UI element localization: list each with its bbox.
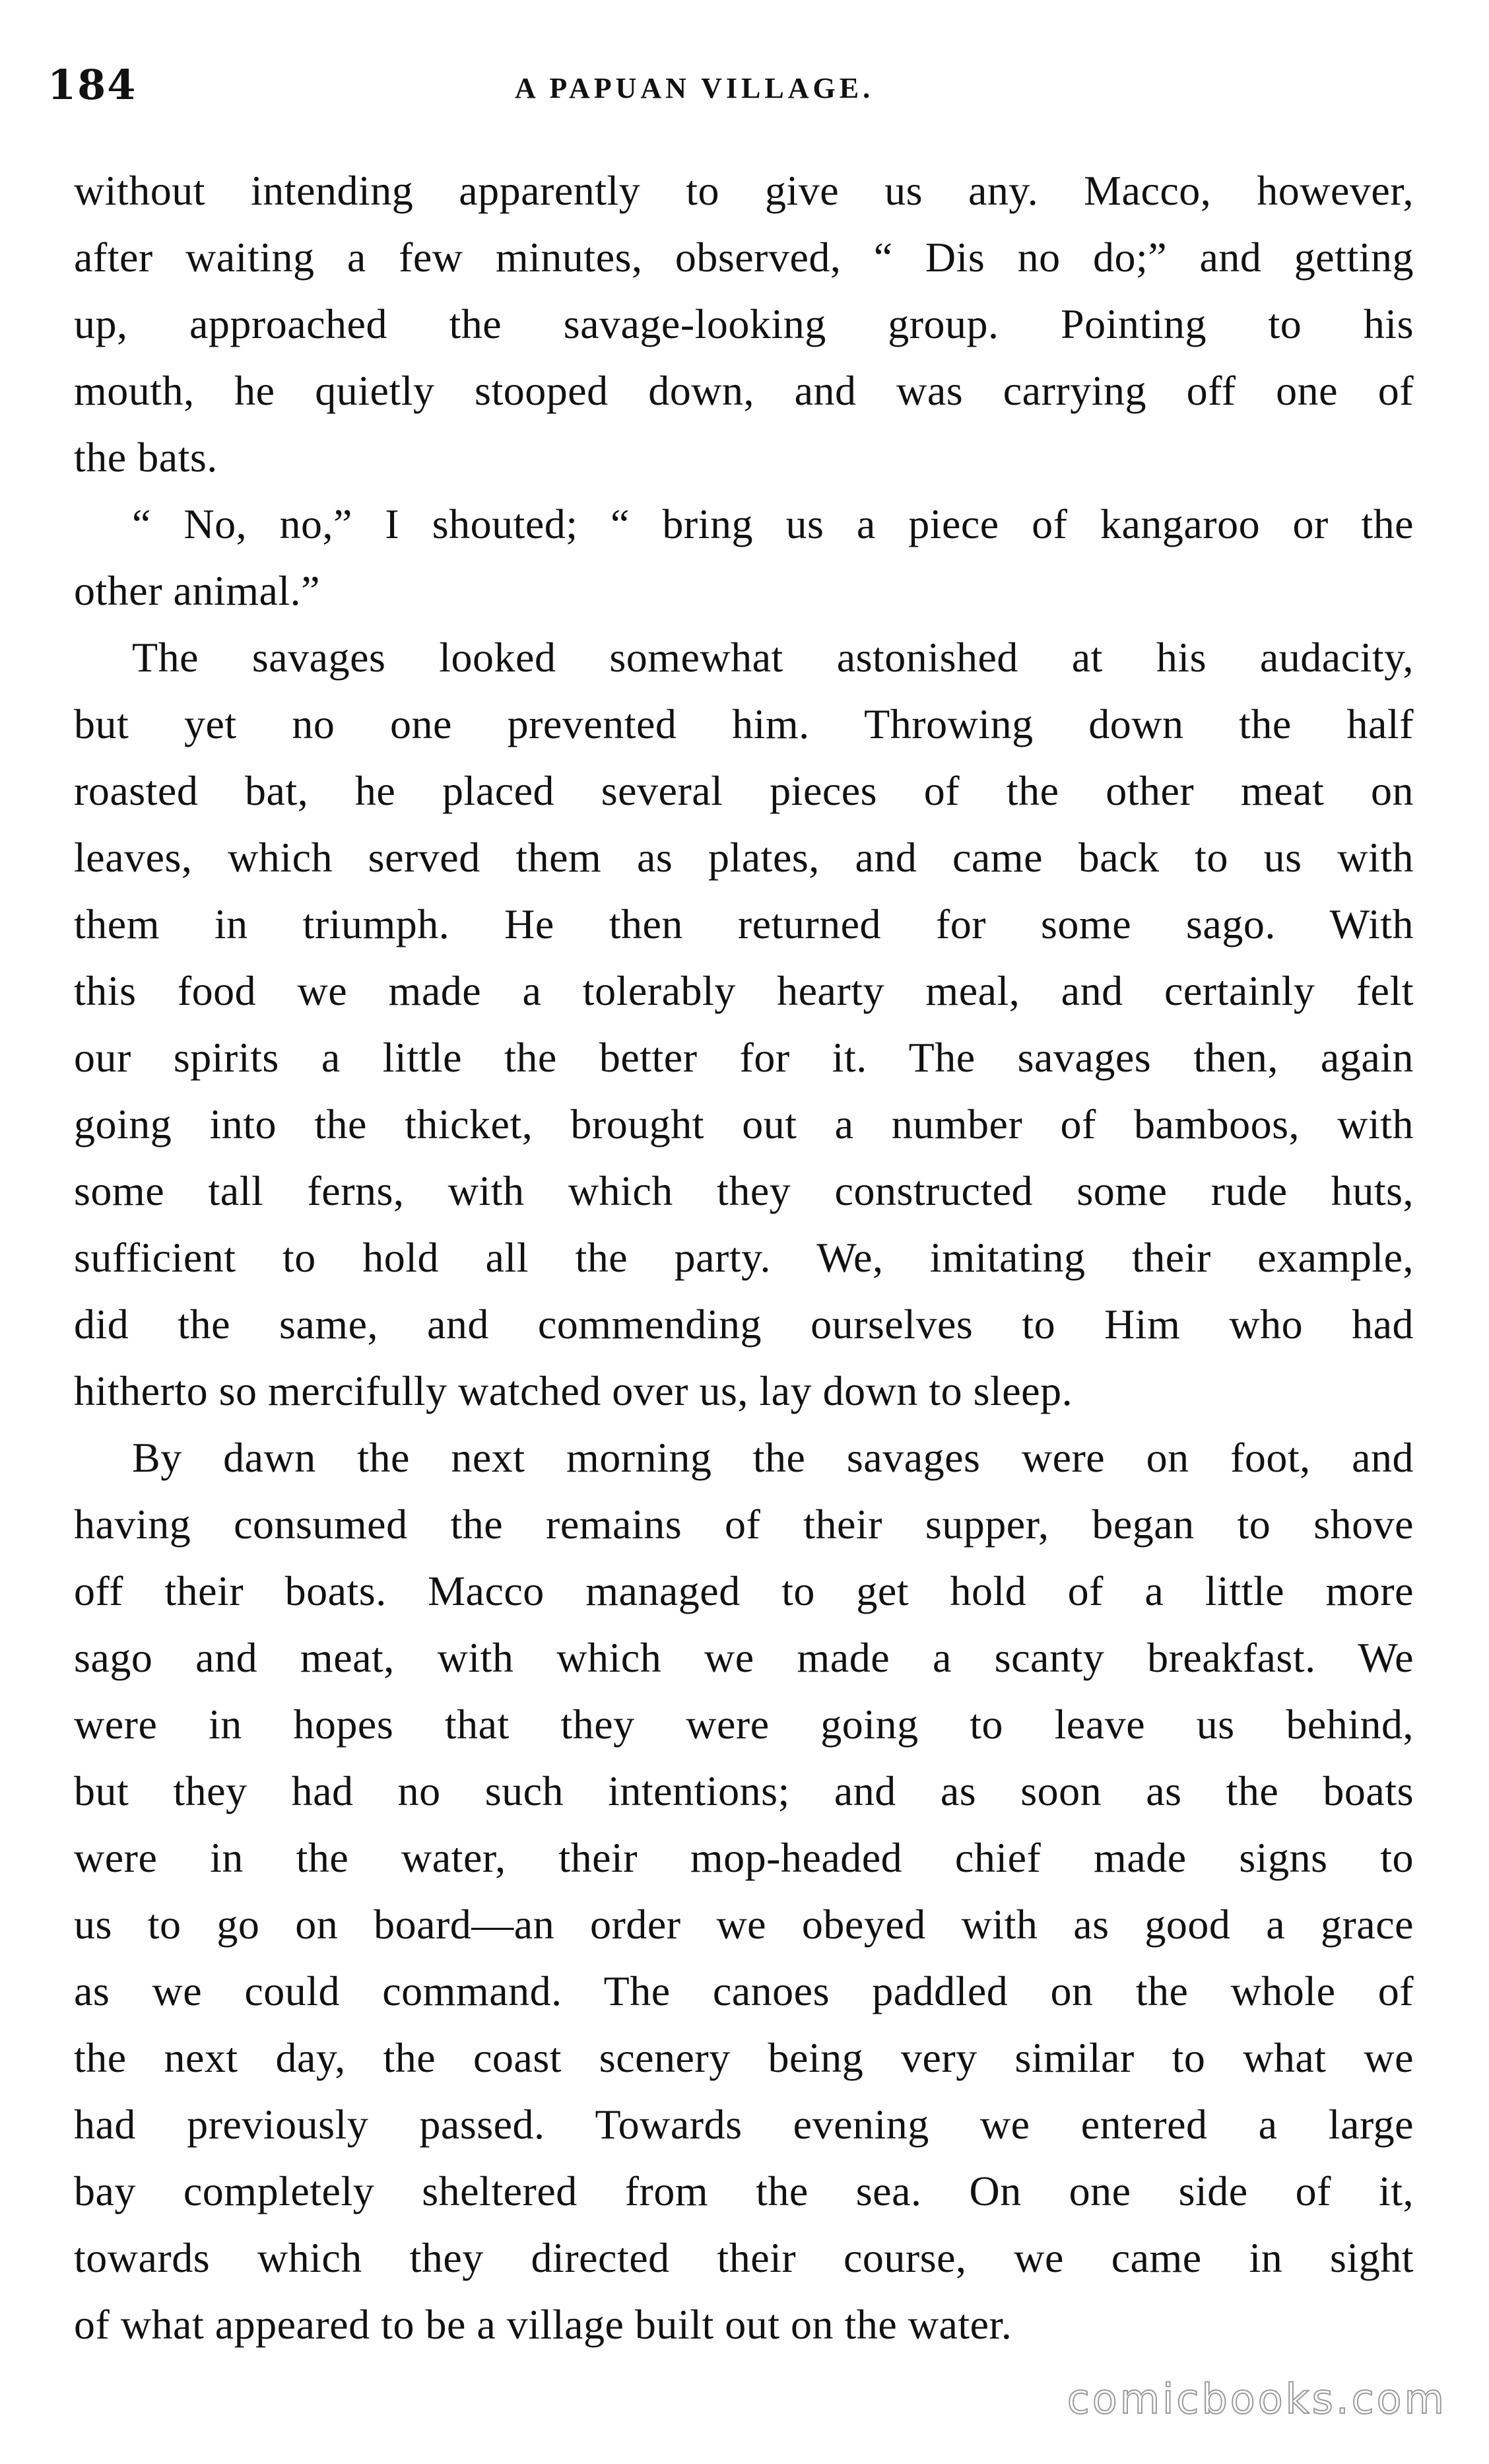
text-line: had previously passed. Towards evening we entered a large xyxy=(74,2101,1414,2148)
text-line: sago and meat, with which we made a scanty breakfast. We xyxy=(74,1634,1414,1681)
text-line: roasted bat, he placed several pieces of the other meat on xyxy=(74,767,1414,814)
text-line: off their boats. Macco managed to get hold of a little more xyxy=(74,1567,1414,1614)
chapter-title: A PAPUAN VILLAGE. xyxy=(515,72,875,104)
text-line: us to go on board—an order we obeyed with as good a grace xyxy=(74,1901,1414,1948)
text-line: of what appeared to be a village built out on the water. xyxy=(74,2301,1012,2348)
page-number: 184 xyxy=(48,61,137,109)
text-line: hitherto so mercifully watched over us, lay down to sleep. xyxy=(74,1367,1073,1414)
text-line: without intending apparently to give us any. Macco, however, xyxy=(74,167,1414,214)
text-line: some tall ferns, with which they constructed some rude huts, xyxy=(74,1167,1414,1214)
text-line: as we could command. The canoes paddled on the whole of xyxy=(74,1968,1414,2014)
text-line: this food we made a tolerably hearty meal, and certainly felt xyxy=(74,967,1414,1014)
text-line: up, approached the savage-looking group. Pointing to his xyxy=(74,300,1414,347)
text-line: towards which they directed their course, we came in sight xyxy=(74,2234,1414,2281)
text-line: mouth, he quietly stooped down, and was carrying off one of xyxy=(74,367,1414,414)
watermark: comicbooks.com xyxy=(1067,2375,1447,2423)
text-line: bay completely sheltered from the sea. On one side of it, xyxy=(74,2168,1414,2214)
text-line: but yet no one prevented him. Throwing down the half xyxy=(74,701,1414,747)
text-line: but they had no such intentions; and as soon as the boats xyxy=(74,1767,1414,1814)
text-line: after waiting a few minutes, observed, “ Dis no do;” and getting xyxy=(74,234,1414,281)
text-line: did the same, and commending ourselves to Him who had xyxy=(74,1301,1414,1348)
text-line: other animal.” xyxy=(74,567,321,614)
text-line: our spirits a little the better for it. The savages then, again xyxy=(74,1034,1414,1081)
text-line: the next day, the coast scenery being very similar to what we xyxy=(74,2034,1414,2081)
text-line: sufficient to hold all the party. We, imitating their example, xyxy=(74,1234,1414,1281)
text-line: the bats. xyxy=(74,434,218,481)
text-line: them in triumph. He then returned for some sago. With xyxy=(74,901,1414,947)
body-text xyxy=(74,157,1414,2358)
text-line: having consumed the remains of their supper, began to shove xyxy=(74,1501,1414,1548)
text-line: going into the thicket, brought out a number of bamboos, with xyxy=(74,1101,1414,1147)
text-line: By dawn the next morning the savages were on foot, and xyxy=(132,1434,1414,1481)
text-line: “ No, no,” I shouted; “ bring us a piece of kangaroo or the xyxy=(132,500,1414,547)
running-header xyxy=(0,55,1489,115)
text-line: The savages looked somewhat astonished at his audacity, xyxy=(132,634,1414,681)
text-line: leaves, which served them as plates, and came back to us with xyxy=(74,834,1414,881)
text-line: were in hopes that they were going to leave us behind, xyxy=(74,1701,1414,1748)
text-line: were in the water, their mop-headed chief made signs to xyxy=(74,1834,1414,1881)
